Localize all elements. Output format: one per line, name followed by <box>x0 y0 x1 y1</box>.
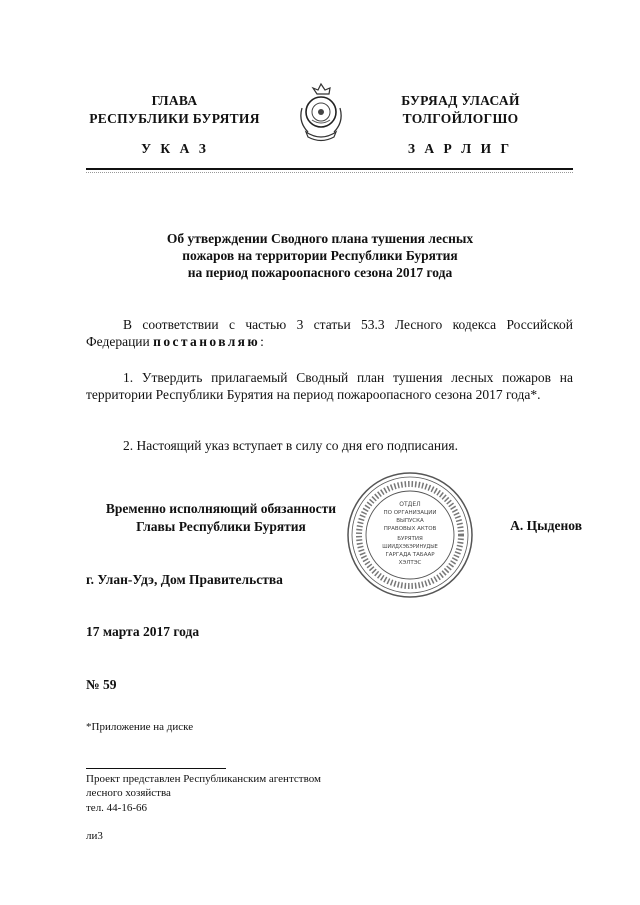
seal-line5: БУРЯТИЯ <box>397 536 423 542</box>
header-right-line1: БУРЯАД УЛАСАЙ <box>401 93 520 108</box>
footer-line2: лесного хозяйства <box>86 787 171 799</box>
seal-line1: ОТДЕЛ <box>399 501 421 508</box>
header-right-line2: ТОЛГОЙЛОГШО <box>402 111 519 126</box>
footer-phone: тел. 44-16-66 <box>86 802 148 814</box>
place-of-signing: г. Улан-Удэ, Дом Правительства <box>86 572 283 587</box>
header-divider <box>86 168 573 170</box>
title-line1: Об утверждении Сводного плана тушения лесных <box>166 231 474 246</box>
document-number: № 59 <box>86 677 117 692</box>
header-right <box>368 92 553 128</box>
header-left-line2: РЕСПУБЛИКИ БУРЯТИЯ <box>89 111 260 126</box>
position-line1: Временно исполняющий обязанности <box>105 501 337 516</box>
title-line3: на период пожароопасного сезона 2017 года <box>187 265 453 280</box>
paragraph-item-2: 2. Настоящий указ вступает в силу со дня его подписания. <box>123 438 458 453</box>
document-title <box>110 230 530 281</box>
seal-line3: ВЫПУСКА <box>396 518 424 524</box>
document-date: 17 марта 2017 года <box>86 624 200 639</box>
paragraph-preamble <box>86 316 573 350</box>
preamble-emphasis: постановляю <box>153 334 261 349</box>
footer-submitter <box>86 772 386 800</box>
title-line2: пожаров на территории Республики Бурятия <box>182 248 458 263</box>
seal-line4: ПРАВОВЫХ АКТОВ <box>383 526 437 532</box>
footer-code: ли3 <box>86 830 103 842</box>
footer-divider <box>86 768 226 769</box>
header-left <box>82 92 267 128</box>
signatory-name: А. Цыденов <box>510 518 582 533</box>
signatory-position <box>86 500 356 536</box>
paragraph-item-1: 1. Утвердить прилагаемый Сводный план тушения лесных пожаров на территории Республики Бурятия на период пожароопасного сезона 2017 года*. <box>86 370 573 402</box>
doc-type-left: У К А З <box>141 141 209 156</box>
header-left-line1: ГЛАВА <box>151 93 198 108</box>
coat-of-arms-emblem-icon <box>296 82 346 146</box>
preamble-text: В соответствии с частью 3 статьи 53.3 Лесного кодекса Российской Федерации <box>86 317 573 349</box>
seal-line7: ГАРГАДА ТАБААР <box>385 552 435 558</box>
seal-line6: ШИИДХЭБЭРИНУДЫЕ <box>382 544 438 550</box>
position-line2: Главы Республики Бурятия <box>136 519 306 534</box>
seal-line2: ПО ОРГАНИЗАЦИИ <box>383 510 437 516</box>
preamble-end: : <box>260 334 264 349</box>
official-seal-stamp <box>345 470 475 600</box>
annex-note: *Приложение на диске <box>86 721 194 733</box>
seal-line8: ХЭЛТЭС <box>398 560 422 566</box>
header-dotted-divider <box>86 172 573 177</box>
footer-line1: Проект представлен Республиканским агентством <box>86 773 321 785</box>
doc-type-right: З А Р Л И Г <box>407 141 513 156</box>
